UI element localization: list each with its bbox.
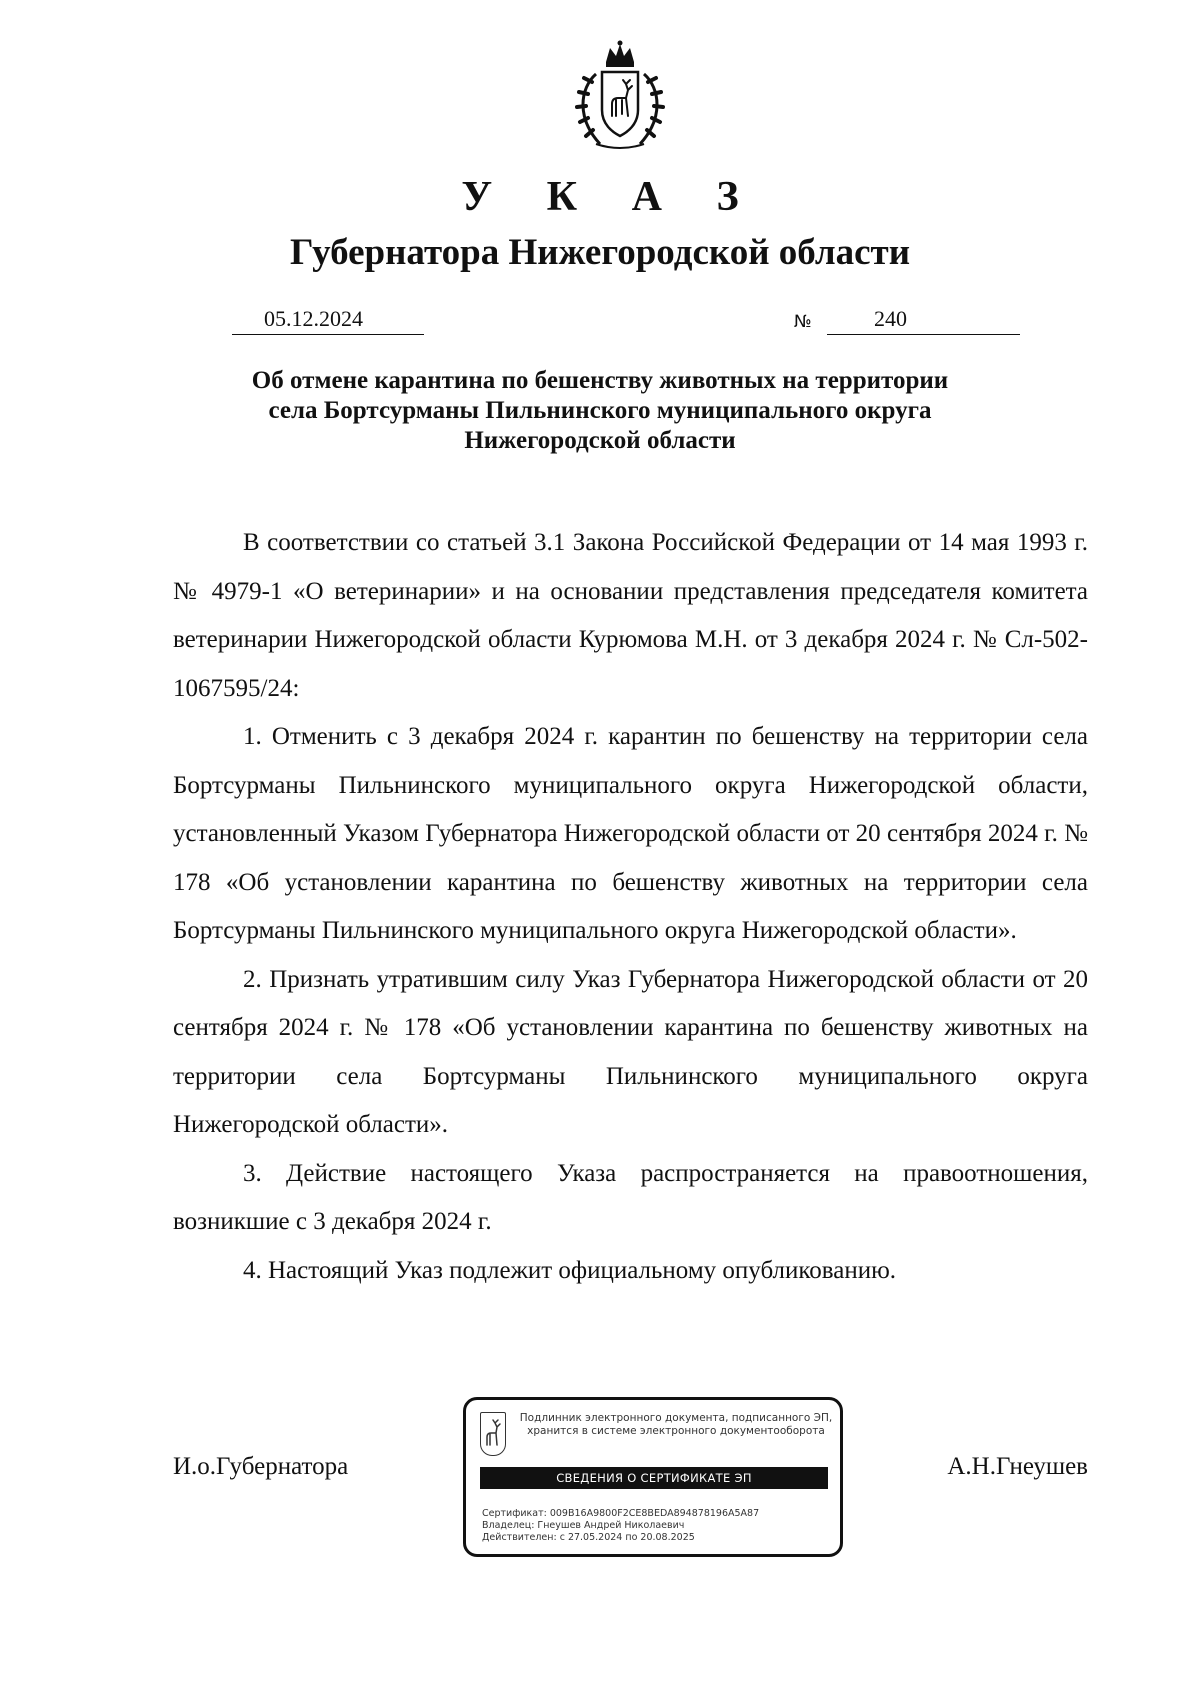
number-sign: № (794, 312, 812, 332)
stamp-caption (516, 1412, 836, 1438)
certificate-id: Сертификат: 009B16A9800F2CE8BEDA894878196A5A87 (482, 1508, 760, 1519)
title-line: Нижегородской области (464, 427, 736, 454)
coat-of-arms-icon (566, 40, 674, 152)
document-type: У К А З (461, 174, 761, 220)
document-title (150, 366, 1050, 456)
e-signature-stamp (463, 1397, 843, 1557)
stamp-caption-line: Подлинник электронного документа, подписанного ЭП, (519, 1412, 833, 1424)
title-line: села Бортсурманы Пильнинского муниципального округа (268, 397, 932, 424)
stamp-caption-line: хранится в системе электронного документооборота (527, 1425, 825, 1437)
certificate-validity: Действителен: с 27.05.2024 по 20.08.2025 (482, 1532, 695, 1543)
issuer-title: Губернатора Нижегородской области (289, 232, 911, 273)
stamp-header: СВЕДЕНИЯ О СЕРТИФИКАТЕ ЭП (480, 1467, 828, 1489)
document-number: 240 (874, 306, 907, 331)
signer-position: И.о.Губернатора (173, 1453, 349, 1480)
document-body (173, 519, 1088, 1295)
document-date: 05.12.2024 (264, 306, 363, 331)
certificate-owner: Владелец: Гнеушев Андрей Николаевич (482, 1520, 685, 1531)
paragraph-preamble: В соответствии со статьей 3.1 Закона Российской Федерации от 14 мая 1993 г. № 4979-1 «О ветеринарии» и на основании представления председателя комитета ветеринарии Нижегородской области Курюмова М.Н. от 3 декабря 2024 г. № Сл-502-1067595/24: (173, 529, 1088, 702)
signer-name: А.Н.Гнеушев (947, 1453, 1088, 1480)
paragraph-item-3: 3. Действие настоящего Указа распространяется на правоотношения, возникшие с 3 декабря 2024 г. (173, 1159, 1088, 1235)
title-line: Об отмене карантина по бешенству животных на территории (251, 367, 949, 394)
paragraph-item-2: 2. Признать утратившим силу Указ Губернатора Нижегородской области от 20 сентября 2024 г. № 178 «Об установлении карантина по бешенству животных на территории села Бортсурманы Пильнинского муниципального округа Нижегородской области». (173, 965, 1088, 1138)
stamp-details (482, 1508, 759, 1544)
number-field (827, 306, 1020, 335)
deer-shield-icon (480, 1412, 506, 1456)
date-field (232, 306, 424, 335)
paragraph-item-4: 4. Настоящий Указ подлежит официальному опубликованию. (243, 1256, 897, 1284)
paragraph-item-1: 1. Отменить с 3 декабря 2024 г. карантин по бешенству на территории села Бортсурманы Пильнинского муниципального округа Нижегородской области, установленный Указом Губернатора Нижегородской области от 20 сентября 2024 г. № 178 «Об установлении карантина по бешенству животных на территории села Бортсурманы Пильнинского муниципального округа Нижегородской области». (173, 723, 1088, 944)
